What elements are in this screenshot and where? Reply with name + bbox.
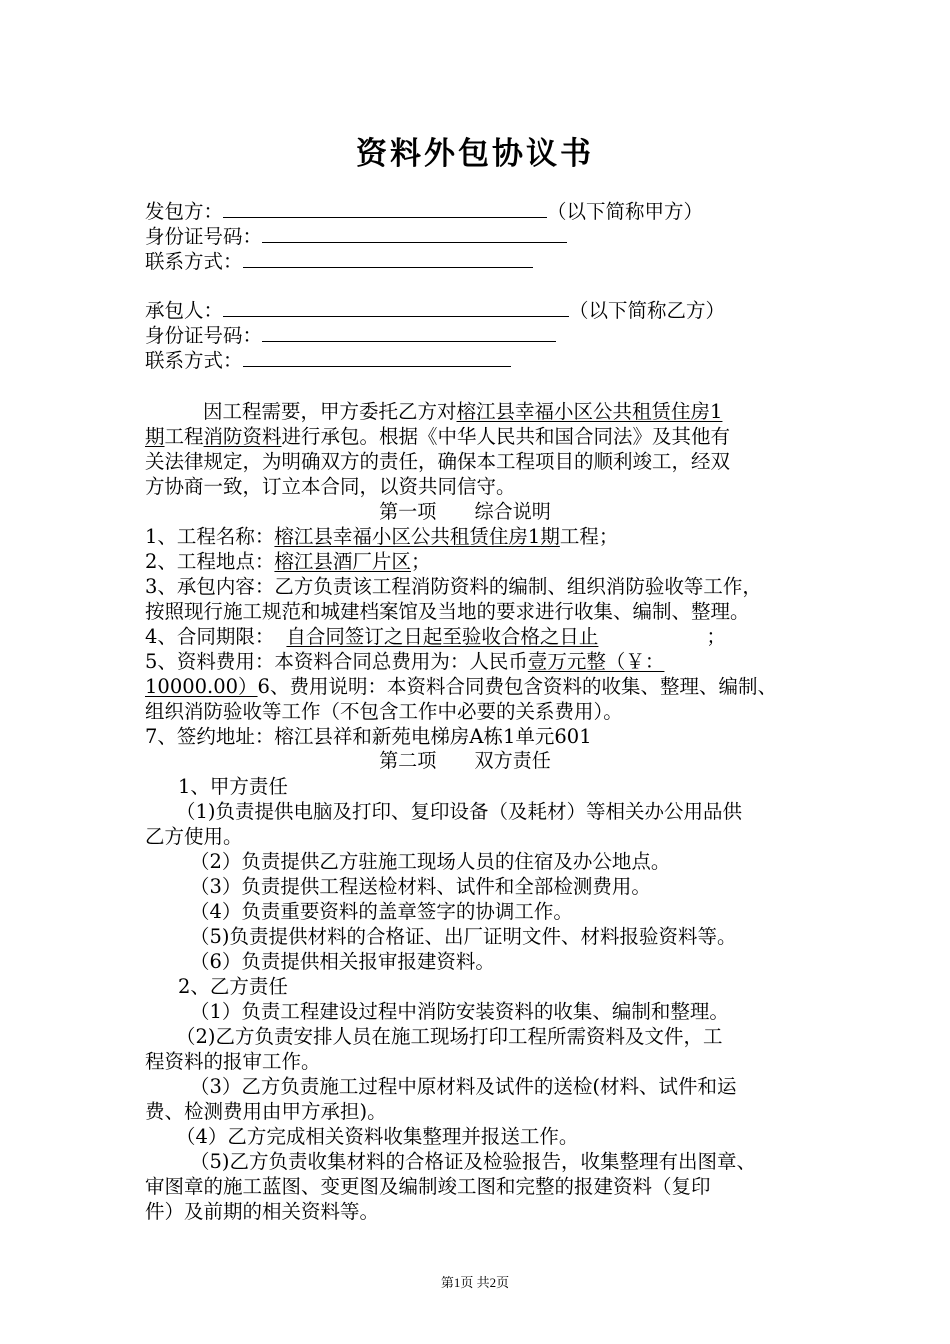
page-footer: 第1页 共2页 <box>440 1275 510 1290</box>
intro-line-3: 关法律规定，为明确双方的责任，确保本工程项目的顺利竣工，经双 <box>145 450 731 473</box>
party-b-name-blank <box>223 298 569 317</box>
duty-a6: （6）负责提供相关报审报建资料。 <box>190 950 495 973</box>
duty-b1: （1）负责工程建设过程中消防安装资料的收集、编制和整理。 <box>190 1000 729 1023</box>
section-2-heading: 第二项 双方责任 <box>379 749 551 772</box>
project-name-underlined-cont: 期 <box>145 425 165 448</box>
party-b-label: 承包人： <box>145 299 224 322</box>
party-b-id-label: 身份证号码： <box>145 324 263 347</box>
item-5-line-1 <box>145 649 664 674</box>
item-text: 5、资料费用：本资料合同总费用为：人民币 <box>145 650 528 673</box>
scope-underlined: 消防资料 <box>203 425 282 448</box>
party-b-id-line <box>145 323 556 348</box>
item-1 <box>145 524 618 549</box>
party-a-duties-heading: 1、甲方责任 <box>178 775 288 798</box>
party-a-label: 发包方： <box>145 200 224 223</box>
party-a-id-line <box>145 224 567 249</box>
intro-text: 进行承包。根据《中华人民共和国合同法》及其他有 <box>281 425 731 448</box>
item-3-line-2: 按照现行施工规范和城建档案馆及当地的要求进行收集、编制、整理。 <box>145 600 750 623</box>
party-a-contact-blank <box>243 249 533 268</box>
item-value: 榕江县酒厂片区 <box>274 550 411 573</box>
duty-b4: （4）乙方完成相关资料收集整理并报送工作。 <box>176 1125 579 1148</box>
duty-a4: （4）负责重要资料的盖章签字的协调工作。 <box>190 900 573 923</box>
intro-text: 因工程需要，甲方委托乙方对 <box>203 400 457 423</box>
party-a-contact-label: 联系方式： <box>145 250 243 273</box>
item-6-line-2: 组织消防验收等工作（不包含工作中必要的关系费用）。 <box>145 700 623 723</box>
party-b-contact-label: 联系方式： <box>145 349 243 372</box>
duty-b2-line-2: 程资料的报审工作。 <box>145 1050 321 1073</box>
fee-amount-underlined-cont: 10000.00） <box>145 675 258 698</box>
item-text: 6、费用说明：本资料合同费包含资料的收集、整理、编制、 <box>257 675 777 698</box>
duty-a2: （2）负责提供乙方驻施工现场人员的住宿及办公地点。 <box>190 850 671 873</box>
party-a-line <box>145 199 703 224</box>
section-1-heading: 第一项 综合说明 <box>379 500 551 523</box>
item-suffix: ； <box>706 625 726 648</box>
duty-b3-line-1: （3）乙方负责施工过程中原材料及试件的送检(材料、试件和运 <box>190 1075 737 1098</box>
item-suffix: 工程； <box>559 525 619 548</box>
party-a-suffix: （以下简称甲方） <box>547 200 704 223</box>
intro-line-2 <box>145 424 730 449</box>
fee-amount-underlined: 壹万元整（￥： <box>527 650 665 673</box>
party-a-contact-line <box>145 249 533 274</box>
document-title: 资料外包协议书 <box>356 136 594 172</box>
intro-line-1 <box>203 399 722 424</box>
item-7: 7、签约地址：榕江县祥和新苑电梯房A栋1单元601 <box>145 725 592 748</box>
item-2 <box>145 549 430 574</box>
intro-line-4: 方协商一致，订立本合同，以资共同信守。 <box>145 475 516 498</box>
party-b-duties-heading: 2、乙方责任 <box>178 975 288 998</box>
item-label: 4、合同期限： <box>145 625 275 648</box>
party-b-suffix: （以下简称乙方） <box>569 299 726 322</box>
duty-a1-line-1: （1)负责提供电脑及打印、复印设备（及耗材）等相关办公用品供 <box>176 800 743 823</box>
duty-b3-line-2: 费、检测费用由甲方承担)。 <box>145 1100 387 1123</box>
item-value: 自合同签订之日起至验收合格之日止 <box>286 625 599 648</box>
duty-a5: （5)负责提供材料的合格证、出厂证明文件、材料报验资料等。 <box>190 925 737 948</box>
item-value: 榕江县幸福小区公共租赁住房1期 <box>274 525 560 548</box>
duty-b5-line-3: 件）及前期的相关资料等。 <box>145 1200 380 1223</box>
duty-b5-line-1: （5)乙方负责收集材料的合格证及检验报告，收集整理有出图章、 <box>190 1150 757 1173</box>
duty-b2-line-1: （2)乙方负责安排人员在施工现场打印工程所需资料及文件，工 <box>176 1025 723 1048</box>
duty-a3: （3）负责提供工程送检材料、试件和全部检测费用。 <box>190 875 651 898</box>
item-suffix: ； <box>410 550 431 573</box>
item-label: 1、工程名称： <box>145 525 275 548</box>
party-a-id-blank <box>262 224 567 243</box>
party-a-id-label: 身份证号码： <box>145 225 263 248</box>
item-label: 2、工程地点： <box>145 550 275 573</box>
duty-a1-line-2: 乙方使用。 <box>145 825 243 848</box>
project-name-underlined: 榕江县幸福小区公共租赁住房1 <box>456 400 723 423</box>
party-b-contact-line <box>145 348 511 373</box>
party-b-contact-blank <box>243 348 511 367</box>
party-b-id-blank <box>262 323 556 342</box>
party-a-name-blank <box>223 199 547 218</box>
item-3-line-1: 3、承包内容：乙方负责该工程消防资料的编制、组织消防验收等工作， <box>145 575 762 598</box>
item-4 <box>145 624 726 649</box>
item-5-6-line <box>145 674 777 699</box>
intro-text: 工程 <box>164 425 204 448</box>
duty-b5-line-2: 审图章的施工蓝图、变更图及编制竣工图和完整的报建资料（复印 <box>145 1175 711 1198</box>
party-b-line <box>145 298 725 323</box>
